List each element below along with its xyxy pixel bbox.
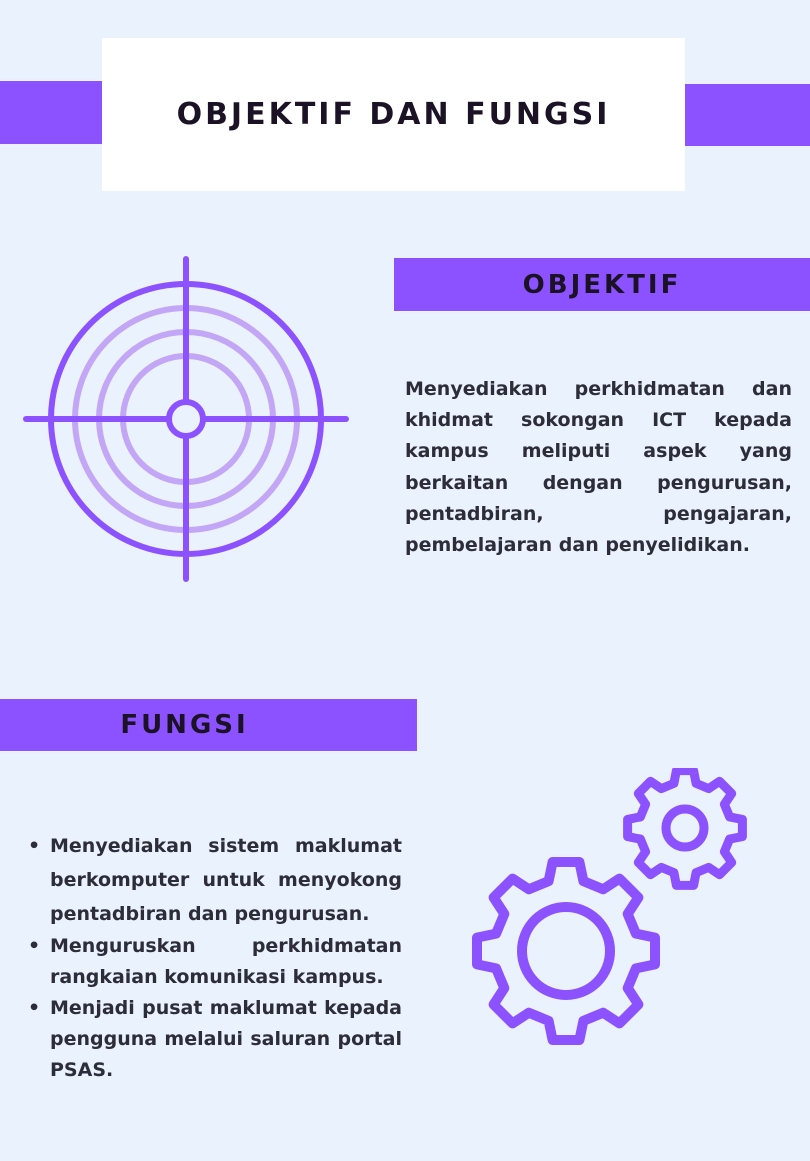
objective-heading-bar: [394, 258, 810, 311]
list-item-text: Menyediakan sistem maklumat berkomputer untuk menyokong pentadbiran dan pengurusan.: [50, 835, 402, 925]
list-item-text: Menguruskan perkhidmatan rangkaian komunikasi kampus.: [50, 935, 402, 988]
large-gear-hole: [522, 907, 610, 995]
small-gear-hole: [666, 809, 704, 847]
list-item-text: Menjadi pusat maklumat kepada pengguna melalui saluran portal PSAS.: [50, 997, 402, 1081]
small-gear-outline: [628, 771, 743, 886]
gears-icon: [470, 768, 755, 1053]
functions-list: [26, 829, 402, 1086]
list-item: [26, 931, 402, 993]
bullet: •: [28, 935, 41, 957]
target-crosshair-icon: [22, 256, 350, 584]
bullet: •: [28, 997, 41, 1019]
title-band-left: [0, 81, 105, 144]
list-item: [26, 829, 402, 931]
page-title: OBJEKTIF DAN FUNGSI: [176, 97, 611, 132]
large-gear-outline: [477, 862, 655, 1040]
title-band-right: [685, 84, 810, 146]
functions-heading-bar: [0, 699, 417, 751]
objective-heading: OBJEKTIF: [522, 269, 682, 300]
bullet: •: [28, 835, 41, 857]
title-box: [102, 38, 685, 191]
list-item: [26, 993, 402, 1086]
objective-text: Menyediakan perkhidmatan dan khidmat sokongan ICT kepada kampus meliputi aspek yang berkaitan dengan pengurusan, pentadbiran, pengajaran, pembelajaran dan penyelidikan.: [405, 378, 792, 557]
functions-heading: FUNGSI: [120, 710, 249, 740]
